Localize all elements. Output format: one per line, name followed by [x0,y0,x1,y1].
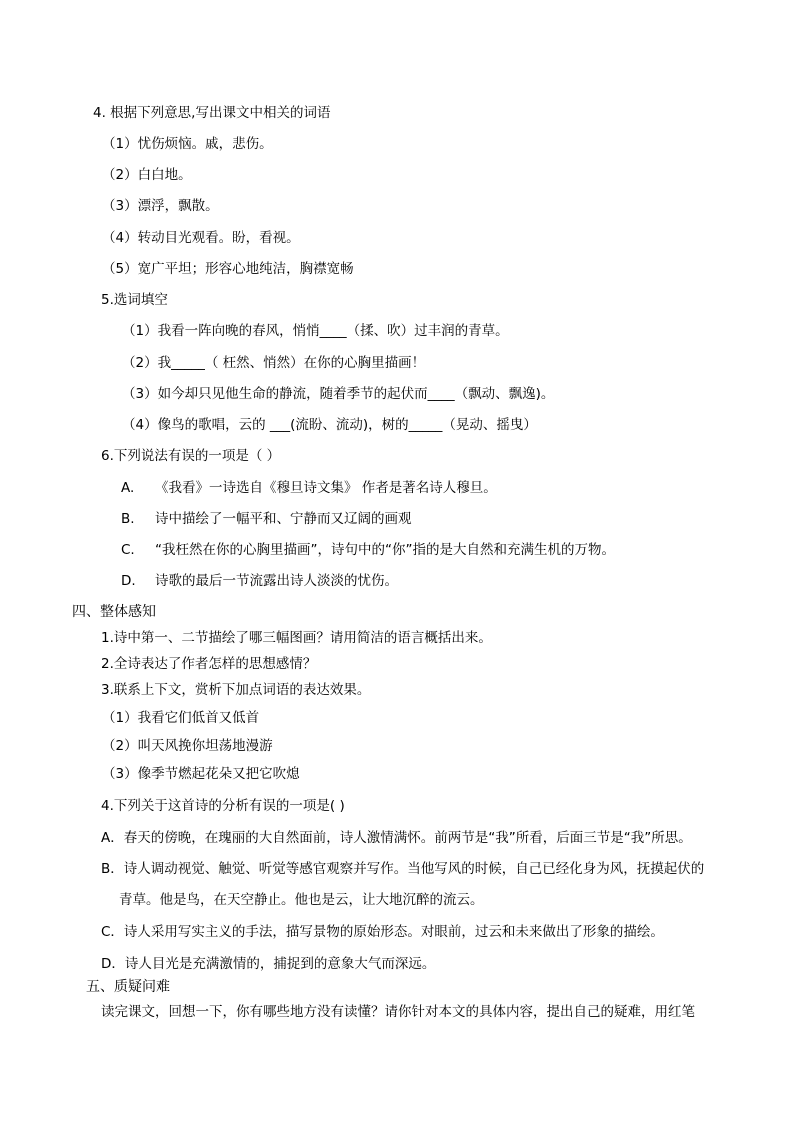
section-4-q4-option-b-cont: 青草。他是鸟，在天空静止。他也是云，让大地沉醉的流云。 [119,892,484,908]
section-4-heading: 四、整体感知 [72,604,156,620]
q5-item-4: （4）像鸟的歌唱，云的 ___(流盼、流动)，树的_____（晃动、摇曳） [122,417,537,433]
section-5-heading: 五、质疑问难 [86,979,170,995]
section-4-q4-option-b: B．诗人调动视觉、触觉、听觉等感官观察并写作。当他写风的时候，自己已经化身为风，抚摸起伏的 [101,861,705,877]
section-4-q3-item-3: （3）像季节燃起花朵又把它吹熄 [102,766,300,782]
section-4-q3-item-1: （1）我看它们低首又低首 [102,710,260,726]
q4-item-2: （2）白白地。 [102,167,192,183]
q5-item-3: （3）如今却只见他生命的静流，随着季节的起伏而____（飘动、飘逸)。 [122,386,555,402]
section-4-q2: 2.全诗表达了作者怎样的思想感情？ [101,656,317,672]
q6-option-a-letter: A. [121,480,135,496]
section-4-q3: 3.联系上下文，赏析下加点词语的表达效果。 [101,682,371,698]
q6-option-c-text: “我枉然在你的心胸里描画”，诗句中的“你”指的是大自然和充满生机的万物。 [155,542,615,558]
section-4-q3-item-2: （2）叫天风挽你坦荡地漫游 [102,738,273,754]
q6-option-b-text: 诗中描绘了一幅平和、宁静而又辽阔的画观 [155,511,412,527]
q6-option-d-text: 诗歌的最后一节流露出诗人淡淡的忧伤。 [155,573,398,589]
q6-option-c-letter: C. [121,542,135,558]
q4-heading: 4. 根据下列意思,写出课文中相关的词语 [93,105,331,121]
section-5-text: 读完课文，回想一下，你有哪些地方没有读懂？请你针对本文的具体内容，提出自己的疑难，用红笔 [101,1004,695,1020]
section-4-q4-option-c: C．诗人采用写实主义的手法，描写景物的原始形态。对眼前，过云和未来做出了形象的描绘。 [101,924,664,940]
q4-item-4: （4）转动目光观看。盼，看视。 [102,230,300,246]
q6-option-a-text: 《我看》一诗选自《穆旦诗文集》 作者是著名诗人穆旦。 [155,480,497,496]
q6-option-d-letter: D. [121,573,136,589]
q6-heading: 6.下列说法有误的一项是（ ） [101,448,281,464]
q4-item-3: （3）漂浮，飘散。 [102,198,219,214]
section-4-q4: 4.下列关于这首诗的分析有误的一项是( ) [101,798,345,814]
q6-option-b-letter: B. [121,511,135,527]
section-4-q1: 1.诗中第一、二节描绘了哪三幅图画？请用简洁的语言概括出来。 [101,630,492,646]
q4-item-5: （5）宽广平坦；形容心地纯洁，胸襟宽畅 [102,261,354,277]
q4-item-1: （1）忧伤烦恼。戚，悲伤。 [102,136,273,152]
q5-item-2: （2）我_____（ 枉然、悄然）在你的心胸里描画！ [122,355,426,371]
q5-heading: 5.选词填空 [101,292,168,308]
section-4-q4-option-d: D．诗人目光是充满激情的，捕捉到的意象大气而深远。 [101,956,436,972]
section-4-q4-option-a: A．春天的傍晚，在瑰丽的大自然面前，诗人激情满怀。前两节是“我”所看，后面三节是“我”所思。 [101,830,692,846]
q5-item-1: （1）我看一阵向晚的春风，悄悄____（揉、吹）过丰润的青草。 [122,323,509,339]
